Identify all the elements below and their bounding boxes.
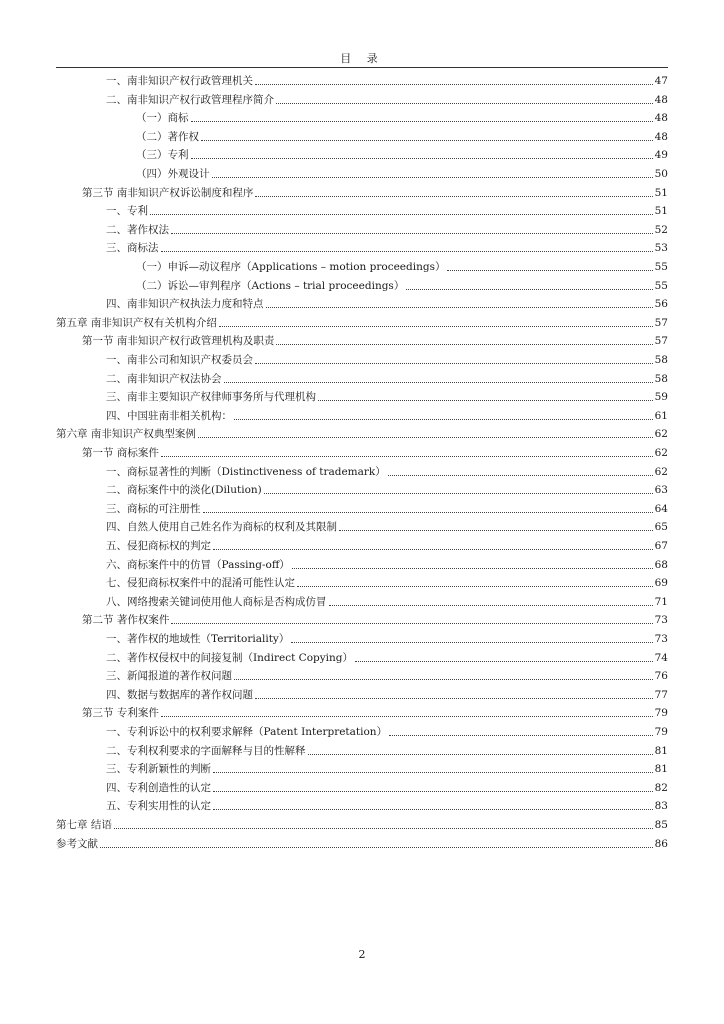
toc-dot-leader [447,270,652,271]
toc-entry-label: 三、专利新颖性的判断 [106,763,211,776]
toc-dot-leader [255,363,653,364]
toc-entry-page: 51 [654,186,668,199]
toc-entry-label: 四、中国驻南非相关机构： [106,409,232,422]
toc-dot-leader [266,307,653,308]
toc-dot-leader [213,791,653,792]
toc-entry-page: 62 [654,465,668,478]
toc-dot-leader [292,568,653,569]
toc-dot-leader [276,344,652,345]
toc-entry[interactable] [106,461,668,479]
toc-dot-leader [161,251,653,252]
toc-dot-leader [213,549,653,550]
toc-entry[interactable] [82,702,668,720]
toc-entry[interactable] [106,535,668,553]
toc-entry[interactable] [136,163,668,181]
toc-dot-leader [198,437,653,438]
toc-entry-label: 第一节 南非知识产权行政管理机构及职责 [82,335,275,348]
toc-dot-leader [291,642,652,643]
toc-entry-page: 64 [654,502,668,515]
toc-entry[interactable] [106,200,668,218]
toc-entry[interactable] [106,516,668,534]
toc-entry-label: 八、网络搜索关键词使用他人商标是否构成仿冒 [106,595,327,608]
toc-entry[interactable] [106,70,668,88]
toc-entry-label: 二、商标案件中的淡化(Dilution) [106,484,262,497]
toc-entry[interactable] [106,777,668,795]
toc-entry-label: 五、侵犯商标权的判定 [106,540,211,552]
toc-entry[interactable] [106,572,668,590]
toc-dot-leader [191,158,653,159]
toc-dot-leader [203,512,653,513]
toc-dot-leader [100,847,653,848]
toc-entry[interactable] [106,721,668,739]
toc-entry[interactable] [106,665,668,683]
toc-entry-page: 76 [654,670,668,683]
toc-entry[interactable] [106,386,668,404]
toc-dot-leader [213,772,653,773]
toc-entry-page: 48 [654,93,668,106]
toc-dot-leader [161,716,653,717]
toc-entry[interactable] [106,591,668,609]
toc-entry[interactable] [136,144,668,162]
toc-entry[interactable] [106,795,668,813]
toc-entry-page: 52 [654,223,668,236]
toc-entry-label: （三）专利 [136,149,189,162]
toc-dot-leader [161,456,653,457]
toc-dot-leader [234,679,653,680]
toc-entry-label: 一、南非公司和知识产权委员会 [106,354,253,366]
toc-entry[interactable] [82,330,668,348]
toc-entry-label: 四、数据与数据库的著作权问题 [106,688,253,701]
toc-entry-label: 第一节 商标案件 [82,447,159,459]
toc-entry[interactable] [56,833,668,851]
toc-entry-label: 三、商标法 [106,242,159,255]
toc-entry-label: 二、南非知识产权行政管理程序简介 [106,93,274,106]
toc-entry-page: 82 [654,781,668,794]
toc-entry[interactable] [136,107,668,125]
toc-entry-page: 53 [654,242,668,255]
toc-dot-leader [171,233,653,234]
toc-entry-page: 85 [654,819,668,831]
toc-entry[interactable] [56,312,668,330]
toc-entry-page: 62 [654,428,668,441]
toc-entry[interactable] [106,740,668,758]
toc-entry-label: 三、商标的可注册性 [106,502,201,515]
toc-entry-label: 二、南非知识产权法协会 [106,372,222,385]
toc-entry[interactable] [106,554,668,572]
toc-dot-leader [201,140,653,141]
toc-entry-label: 二、著作权侵权中的间接复制（Indirect Copying） [106,651,354,664]
toc-dot-leader [388,475,653,476]
toc-entry-label: 参考文献 [56,837,98,850]
toc-entry[interactable] [106,758,668,776]
toc-entry-label: 七、侵犯商标权案件中的混淆可能性认定 [106,577,295,590]
toc-entry-page: 79 [654,726,668,738]
toc-entry-label: 第三节 南非知识产权诉讼制度和程序 [82,186,254,199]
toc-dot-leader [255,698,653,699]
toc-entry-page: 68 [654,558,668,571]
toc-entry[interactable] [106,293,668,311]
toc-dot-leader [389,735,653,736]
toc-entry-page: 47 [654,75,668,87]
toc-entry[interactable] [106,647,668,665]
toc-dot-leader [234,419,653,420]
toc-dot-leader [329,605,653,606]
toc-entry[interactable] [82,182,668,200]
toc-entry-page: 57 [654,335,668,348]
toc-entry-label: 一、商标显著性的判断（Distinctiveness of trademark） [106,465,386,478]
toc-entry-label: 三、南非主要知识产权律师事务所与代理机构 [106,391,316,404]
toc-entry-page: 57 [654,316,668,329]
toc-entry-page: 71 [654,595,668,608]
toc-entry[interactable] [106,89,668,107]
toc-entry-label: 四、自然人使用自己姓名作为商标的权利及其限制 [106,521,337,534]
toc-entry[interactable] [56,814,668,832]
toc-entry-label: 三、新闻报道的著作权问题 [106,670,232,683]
toc-dot-leader [219,326,653,327]
toc-entry-page: 67 [654,540,668,552]
toc-entry[interactable] [106,405,668,423]
toc-entry-page: 73 [654,614,668,627]
toc-dot-leader [276,103,653,104]
toc-entry-label: 五、专利实用性的认定 [106,800,211,813]
toc-dot-leader [339,530,653,531]
page-number: 2 [358,948,366,961]
toc-title: 目 录 [340,52,384,65]
toc-entry-page: 83 [654,800,668,813]
toc-entry-label: 一、南非知识产权行政管理机关 [106,75,253,87]
toc-entry-page: 81 [654,763,668,776]
toc-entry[interactable] [106,237,668,255]
toc-dot-leader [191,121,653,122]
toc-entry-page: 56 [654,298,668,311]
toc-entry-label: 二、著作权法 [106,223,169,236]
toc-entry-page: 77 [654,688,668,701]
toc-entry-page: 50 [654,168,668,180]
toc-entry[interactable] [106,479,668,497]
toc-entry-label: （一）申诉—动议程序（Applications – motion proceedings） [136,261,446,273]
toc-dot-leader [150,214,653,215]
toc-entry-label: 一、著作权的地域性（Territoriality） [106,633,290,645]
toc-dot-leader [297,586,653,587]
header-divider [56,67,668,68]
toc-entry-label: 第五章 南非知识产权有关机构介绍 [56,316,217,329]
toc-entry-page: 74 [654,651,668,664]
toc-dot-leader [114,828,653,829]
toc-entry-page: 48 [654,130,668,143]
toc-entry[interactable] [106,349,668,367]
toc-entry[interactable] [82,442,668,460]
toc-entry[interactable] [106,368,668,386]
toc-entry-page: 51 [654,205,668,218]
toc-entry-page: 59 [654,391,668,404]
toc-dot-leader [212,177,653,178]
toc-dot-leader [355,661,653,662]
toc-entry-page: 73 [654,633,668,645]
toc-entry-label: （一）商标 [136,112,189,125]
toc-entry[interactable] [82,609,668,627]
toc-entry[interactable] [106,498,668,516]
toc-entry-page: 86 [654,837,668,850]
toc-entry-label: 第六章 南非知识产权典型案例 [56,428,196,441]
toc-entry-page: 61 [654,409,668,422]
toc-entry-label: 四、专利创造性的认定 [106,781,211,794]
toc-entry-page: 58 [654,354,668,366]
toc-entry-label: 一、专利 [106,205,148,218]
toc-dot-leader [308,754,653,755]
toc-dot-leader [318,400,653,401]
toc-dot-leader [171,623,652,624]
toc-entry[interactable] [56,423,668,441]
toc-entry-page: 55 [654,261,668,273]
toc-entry[interactable] [106,219,668,237]
toc-entry-page: 81 [654,744,668,757]
toc-dot-leader [255,84,653,85]
toc-entry[interactable] [136,275,668,293]
toc-entry-page: 79 [654,707,668,720]
toc-entry-label: 六、商标案件中的仿冒（Passing-off） [106,558,290,571]
toc-entry[interactable] [106,628,668,646]
toc-dot-leader [224,382,653,383]
toc-dot-leader [213,809,653,810]
toc-entry[interactable] [136,256,668,274]
toc-dot-leader [406,289,652,290]
toc-entry-page: 62 [654,447,668,459]
toc-entry-label: （二）诉讼—审判程序（Actions – trial proceedings） [136,279,405,292]
toc-entry-page: 49 [654,149,668,162]
toc-entry-label: （四）外观设计 [136,168,210,180]
toc-entry-page: 65 [654,521,668,534]
toc-entry-label: 四、南非知识产权执法力度和特点 [106,298,264,311]
toc-entry[interactable] [136,126,668,144]
toc-entry-page: 63 [654,484,668,497]
toc-entry-label: 二、专利权利要求的字面解释与目的性解释 [106,744,306,757]
toc-dot-leader [264,493,653,494]
toc-entry-label: （二）著作权 [136,130,199,143]
toc-entry-page: 48 [654,112,668,125]
toc-entry[interactable] [106,684,668,702]
toc-entry-label: 一、专利诉讼中的权利要求解释（Patent Interpretation） [106,726,388,738]
toc-dot-leader [255,196,652,197]
toc-entry-label: 第二节 著作权案件 [82,614,170,627]
toc-entry-label: 第七章 结语 [56,819,112,831]
toc-entry-page: 58 [654,372,668,385]
toc-entry-page: 69 [654,577,668,590]
toc-entry-page: 55 [654,279,668,292]
toc-entry-label: 第三节 专利案件 [82,707,159,720]
